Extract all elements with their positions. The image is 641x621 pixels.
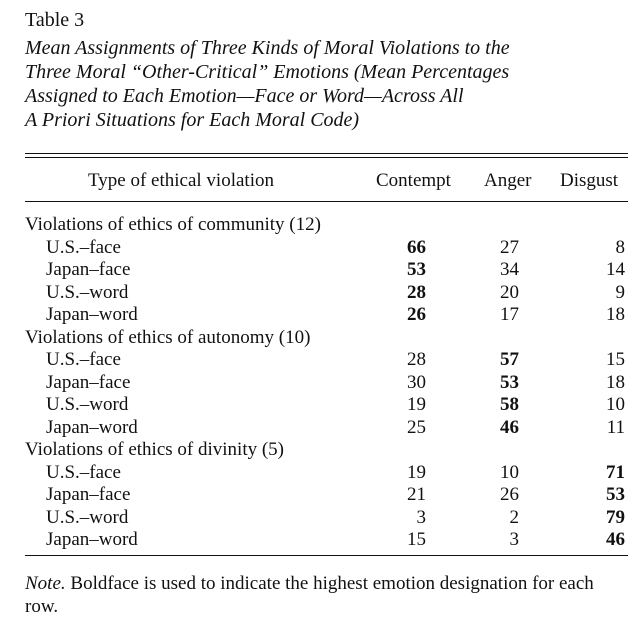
contempt-value: 28 xyxy=(407,281,426,303)
header-type-of-violation: Type of ethical violation xyxy=(88,170,274,191)
caption-line: Mean Assignments of Three Kinds of Moral Violations to the xyxy=(25,37,510,59)
contempt-value: 28 xyxy=(407,349,426,370)
row-label: U.S.–word xyxy=(46,506,129,528)
note-label: Note. xyxy=(25,573,66,594)
disgust-value: 18 xyxy=(606,304,625,325)
group-row xyxy=(0,326,641,349)
table-row xyxy=(0,506,641,529)
header-contempt: Contempt xyxy=(376,170,451,191)
group-row xyxy=(0,438,641,461)
top-rule xyxy=(25,153,628,154)
anger-value: 34 xyxy=(500,259,519,280)
caption-line: A Priori Situations for Each Moral Code) xyxy=(25,109,360,131)
anger-value: 20 xyxy=(500,281,519,303)
anger-value: 53 xyxy=(500,371,519,393)
row-label: Japan–word xyxy=(46,416,138,438)
top-rule-double xyxy=(25,157,628,158)
header-anger: Anger xyxy=(484,170,532,191)
caption-line: Three Moral “Other-Critical” Emotions (Mean Percentages xyxy=(25,61,510,83)
anger-value: 27 xyxy=(500,236,519,258)
anger-value: 58 xyxy=(500,394,519,415)
table-row xyxy=(0,393,641,416)
contempt-value: 30 xyxy=(407,371,426,393)
disgust-value: 11 xyxy=(606,416,625,438)
group-row xyxy=(0,213,641,236)
row-label: Japan–face xyxy=(46,484,131,505)
row-label: Japan–face xyxy=(46,371,131,393)
row-label: Japan–word xyxy=(46,304,138,325)
row-label: Japan–word xyxy=(46,529,138,550)
disgust-value: 10 xyxy=(606,394,625,415)
group-title: Violations of ethics of community (12) xyxy=(25,214,321,235)
contempt-value: 19 xyxy=(407,461,426,483)
contempt-value: 66 xyxy=(407,236,426,258)
anger-value: 2 xyxy=(509,506,519,528)
bottom-rule xyxy=(25,555,628,556)
table-row xyxy=(0,348,641,371)
table-row xyxy=(0,281,641,304)
anger-value: 46 xyxy=(500,416,519,438)
contempt-value: 53 xyxy=(407,259,426,280)
note-text: Boldface is used to indicate the highest emotion designation for each row. xyxy=(25,573,594,617)
disgust-value: 14 xyxy=(606,259,625,280)
group-title: Violations of ethics of divinity (5) xyxy=(25,439,285,460)
table-note xyxy=(25,572,630,618)
anger-value: 3 xyxy=(509,529,519,550)
contempt-value: 19 xyxy=(407,394,426,415)
header-disgust: Disgust xyxy=(560,170,619,191)
disgust-value: 15 xyxy=(606,349,625,370)
table-row xyxy=(0,303,641,326)
table-row xyxy=(0,236,641,259)
table-row xyxy=(0,258,641,281)
table-row xyxy=(0,416,641,439)
table-caption xyxy=(25,36,625,132)
row-label: U.S.–face xyxy=(46,461,121,483)
contempt-value: 26 xyxy=(407,304,426,325)
table-row xyxy=(0,371,641,394)
header-rule xyxy=(25,201,628,202)
contempt-value: 25 xyxy=(407,416,426,438)
anger-value: 26 xyxy=(500,484,519,505)
table-number: Table 3 xyxy=(25,9,85,31)
contempt-value: 15 xyxy=(407,529,426,550)
disgust-value: 9 xyxy=(615,281,625,303)
disgust-value: 46 xyxy=(606,529,625,550)
disgust-value: 53 xyxy=(606,484,625,505)
table-row xyxy=(0,483,641,506)
contempt-value: 3 xyxy=(416,506,426,528)
disgust-value: 71 xyxy=(606,461,625,483)
row-label: U.S.–face xyxy=(46,236,121,258)
row-label: U.S.–word xyxy=(46,394,129,415)
row-label: U.S.–word xyxy=(46,281,129,303)
row-label: U.S.–face xyxy=(46,349,121,370)
group-title: Violations of ethics of autonomy (10) xyxy=(25,326,311,348)
disgust-value: 8 xyxy=(615,236,625,258)
disgust-value: 79 xyxy=(606,506,625,528)
disgust-value: 18 xyxy=(606,371,625,393)
anger-value: 10 xyxy=(500,461,519,483)
caption-line: Assigned to Each Emotion—Face or Word—Across All xyxy=(25,85,464,107)
anger-value: 17 xyxy=(500,304,519,325)
contempt-value: 21 xyxy=(407,484,426,505)
table-row xyxy=(0,461,641,484)
table-row xyxy=(0,528,641,551)
row-label: Japan–face xyxy=(46,259,131,280)
anger-value: 57 xyxy=(500,349,519,370)
